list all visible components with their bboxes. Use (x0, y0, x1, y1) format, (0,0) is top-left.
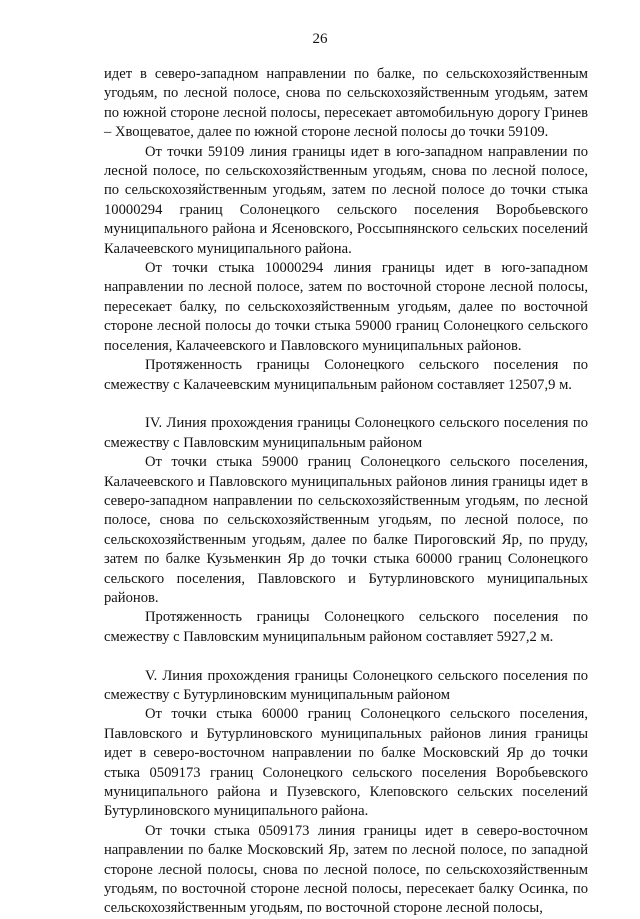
section-spacer (104, 395, 588, 414)
paragraph: От точки 59109 линия границы идет в юго-западном направлении по лесной полосе, по сельскохозяйственным угодьям, снова по лесной полосе, по сельскохозяйственным угодьям, затем по лесной полосе до точки стыка 10000294 границ Солонецкого сельского поселения Воробьевского муниципального района и Ясеновского, Россыпнянского сельских поселений Калачеевского муниципального района. (104, 143, 588, 257)
section-spacer (104, 647, 588, 666)
paragraph: От точки стыка 60000 границ Солонецкого сельского поселения, Павловского и Бутурлиновского муниципальных районов линия границы идет в северо-восточном направлении по балке Московский Яр до точки стыка 0509173 границ Солонецкого сельского поселения Воробьевского муниципального района и Пузевского, Клеповского сельских поселений Бутурлиновского муниципального района. (104, 706, 588, 820)
paragraph-length-summary: Протяженность границы Солонецкого сельского поселения по смежеству с Павловским муниципальным районом составляет 5927,2 м. (104, 609, 588, 645)
paragraph-continuation: идет в северо-западном направлении по балке, по сельскохозяйственным угодьям, по лесной полосе, снова по сельскохозяйственным угодьям, затем по южной стороне лесной полосы, пересекает автомобильную дорогу Гринев – Хвощеватое, далее по южной стороне лесной полосы до точки 59109. (104, 66, 588, 141)
section-heading-iv: IV. Линия прохождения границы Солонецкого сельского поселения по смежеству с Павловским муниципальным районом (104, 415, 588, 451)
paragraph: От точки стыка 10000294 линия границы идет в юго-западном направлении по лесной полосе, затем по восточной стороне лесной полосы, пересекает балку, по сельскохозяйственным угодьям, далее по восточной стороне лесной полосы до точки стыка 59000 границ Солонецкого сельского поселения, Калачеевского и Павловского муниципальных районов. (104, 260, 588, 354)
section-heading-v: V. Линия прохождения границы Солонецкого сельского поселения по смежеству с Бутурлиновским муниципальным районом (104, 667, 588, 703)
paragraph: От точки стыка 0509173 линия границы идет в северо-восточном направлении по балке Московский Яр, затем по лесной полосе, по западной стороне лесной полосы, снова по лесной полосе, по сельскохозяйственным угодьям, по восточной стороне лесной полосы, пересекает балку Осинка, по сельскохозяйственным угодьям, по восточной стороне лесной полосы, (104, 822, 588, 917)
paragraph: От точки стыка 59000 границ Солонецкого сельского поселения, Калачеевского и Павловского муниципальных районов линия границы идет в северо-западном направлении по сельскохозяйственным угодьям, по лесной полосе, снова по сельскохозяйственным угодьям, по лесной полосе, по сельскохозяйственным угодьям, далее по балке Пироговский Яр, по пруду, затем по балке Кузьменкин Яр до точки стыка 60000 границ Солонецкого сельского поселения, Павловского и Бутурлиновского муниципальных районов. (104, 454, 588, 606)
document-body (104, 65, 588, 919)
page-number: 26 (312, 31, 328, 47)
paragraph-length-summary: Протяженность границы Солонецкого сельского поселения по смежеству с Калачеевским муниципальным районом составляет 12507,9 м. (104, 357, 588, 393)
